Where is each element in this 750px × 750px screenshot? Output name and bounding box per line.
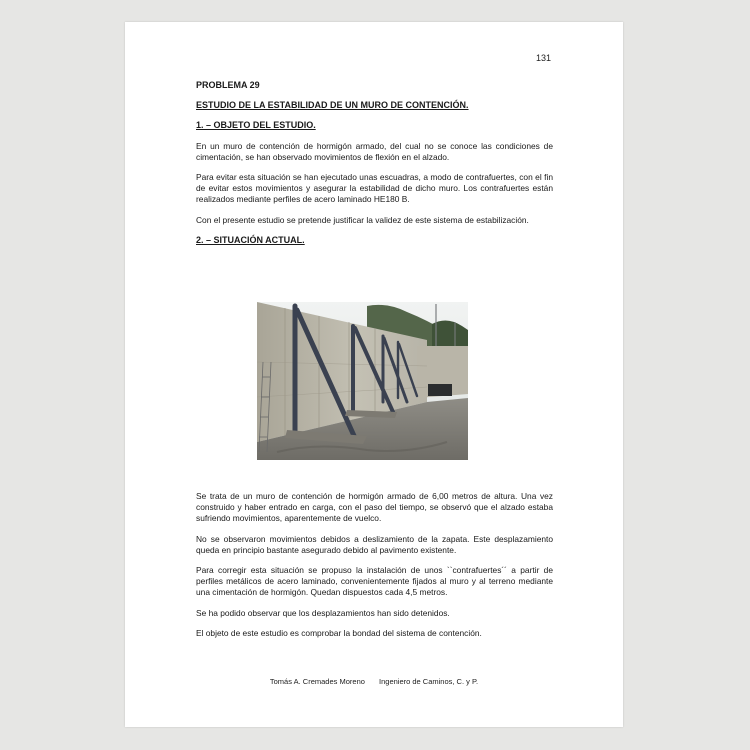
page-number: 131 [535,53,551,63]
section-1-paragraph: Con el presente estudio se pretende justificar la validez de este sistema de estabilización. [196,214,529,225]
section-2-paragraph: No se observaron movimientos debidos a deslizamiento de la zapata. Este desplazamiento queda en principio bastante asegurado debido al pavimento existente. [196,533,553,555]
section-1-paragraph: En un muro de contención de hormigón armado, del cual no se conoce las condiciones de cimentación, se han observado movimientos de flexión en el alzado. [196,140,553,162]
section-2-body [196,491,553,639]
footer-role: Ingeniero de Caminos, C. y P. [379,677,479,686]
section-2-paragraph: Se trata de un muro de contención de hormigón armado de 6,00 metros de altura. Una vez construido y haber entrado en carga, con el paso del tiempo, se observó que el alzado estaba sufriendo movimientos, aparentemente de vuelco. [196,491,553,524]
section-2-paragraph: El objeto de este estudio es comprobar la bondad del sistema de contención. [196,627,482,638]
footer-author: Tomás A. Cremades Moreno [269,677,365,686]
section-2-paragraph: Se ha podido observar que los desplazamientos han sido detenidos. [196,607,450,618]
section-1-paragraph: Para evitar esta situación se han ejecutado unas escuadras, a modo de contrafuertes, con el fin de evitar estos movimientos y asegurar la estabilidad de dicho muro. Los contrafuertes están realizados mediante perfiles de acero laminado HE180 B. [196,172,553,205]
problem-label: PROBLEMA 29 [196,80,260,90]
section-2-heading: 2. – SITUACIÓN ACTUAL. [196,234,305,245]
section-1-heading: 1. – OBJETO DEL ESTUDIO. [196,120,316,131]
retaining-wall-photo-graphic [257,302,468,460]
document-page [125,22,623,727]
page-content [196,80,553,648]
document-title: ESTUDIO DE LA ESTABILIDAD DE UN MURO DE CONTENCIÓN. [196,100,469,111]
retaining-wall-photo [257,302,468,460]
section-2-paragraph: Para corregir esta situación se propuso la instalación de unos ``contrafuertes´´ a partir de perfiles metálicos de acero laminado, convenientemente fijados al muro y al terreno mediante una cimentación de hormigón. Quedan dispuestos cada 4,5 metros. [196,565,553,598]
page-footer [125,677,623,686]
